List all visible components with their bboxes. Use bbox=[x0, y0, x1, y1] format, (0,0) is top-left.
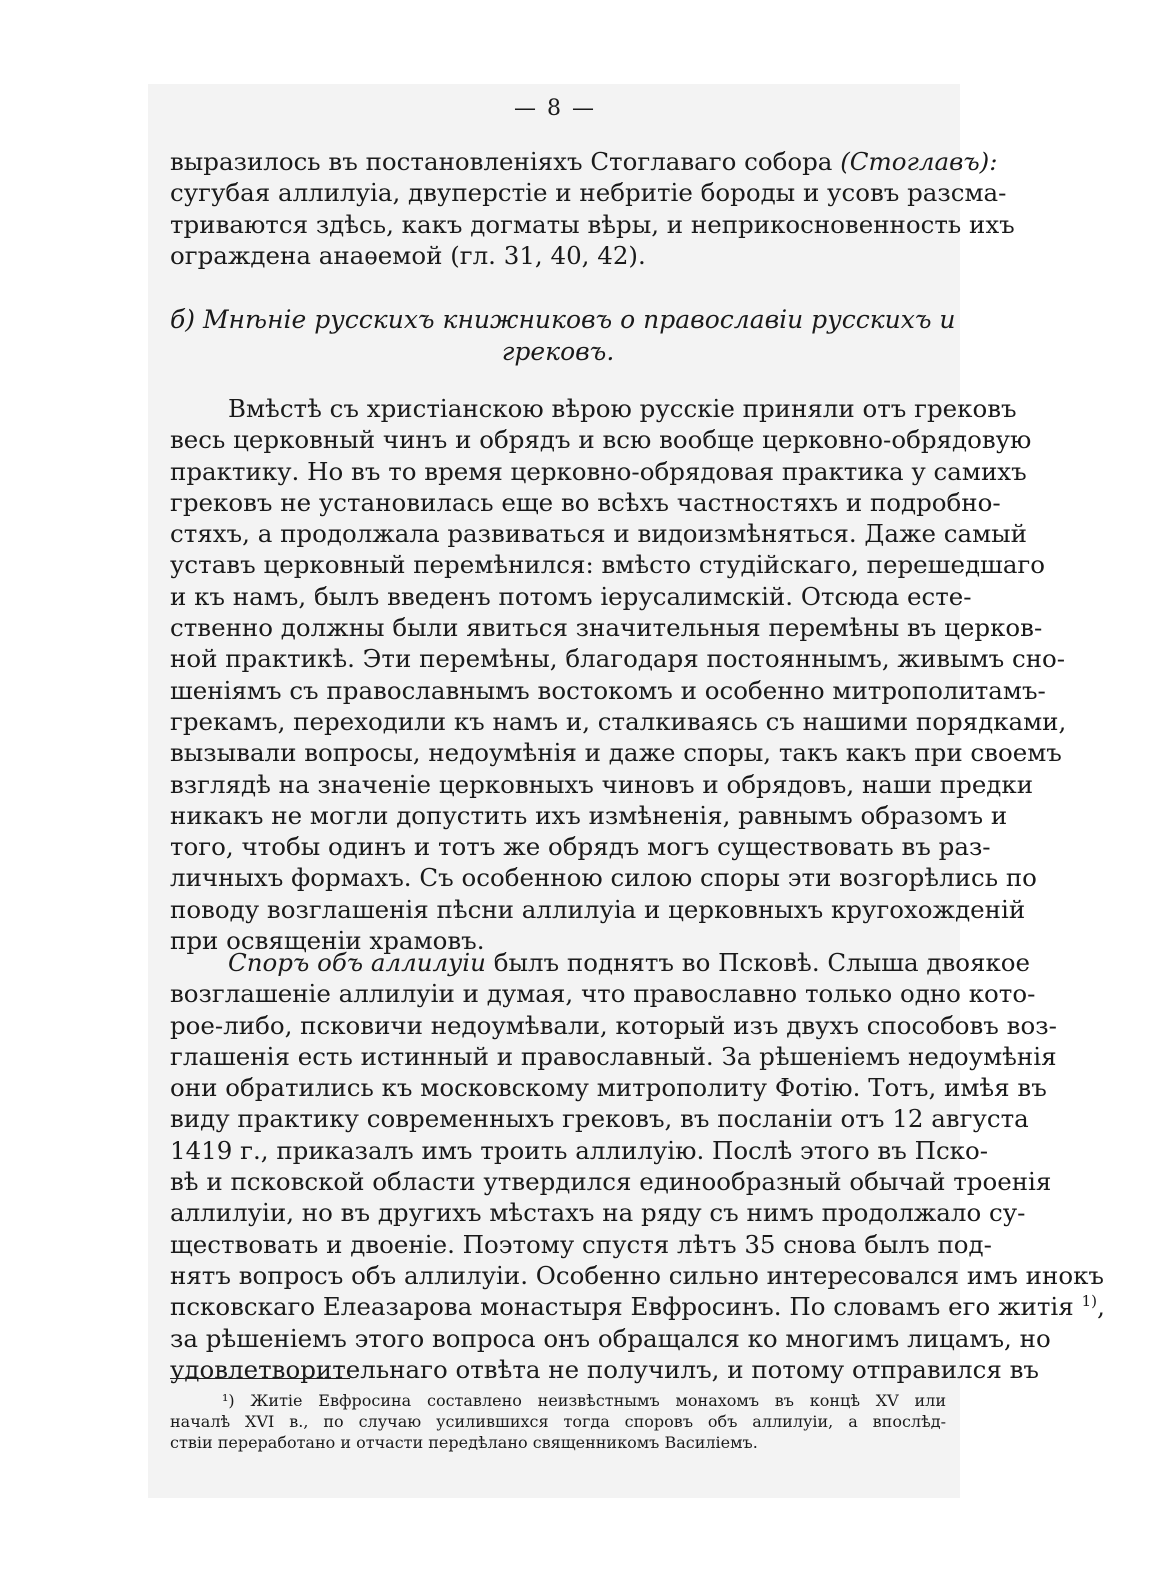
heading-line: грековъ. bbox=[501, 337, 615, 366]
intro-paragraph bbox=[170, 146, 1015, 271]
text-line bbox=[170, 1291, 1105, 1322]
text-line: возглашеніе аллилуіи и думая, что православно только одно кото- bbox=[170, 979, 1036, 1009]
text-line bbox=[170, 146, 998, 177]
text-line: грекамъ, переходили къ намъ и, сталкиваясь съ нашими порядками, bbox=[170, 706, 1067, 736]
text-line: аллилуіи, но въ другихъ мѣстахъ на ряду съ нимъ продолжало су- bbox=[170, 1198, 1026, 1228]
footnote-line: ¹) Житіе Евфросина составлено неизвѣстнымъ монахомъ въ концѣ XV или bbox=[222, 1391, 946, 1410]
text-line: поводу возглашенія пѣсни аллилуіа и церковныхъ кругохожденій bbox=[170, 894, 1026, 924]
text-line: рое-либо, псковичи недоумѣвали, который изъ двухъ способовъ воз- bbox=[170, 1010, 1057, 1040]
text-line: стяхъ, а продолжала развиваться и видоизмѣняться. Даже самый bbox=[170, 519, 1027, 549]
page-number: — 8 — bbox=[514, 96, 596, 121]
text-line: триваются здѣсь, какъ догматы вѣры, и неприкосновенность ихъ bbox=[170, 209, 1015, 239]
text-line: того, чтобы одинъ и тотъ же обрядъ могъ существовать въ раз- bbox=[170, 832, 991, 862]
footnote-line: началѣ XVI в., по случаю усилившихся тогда споровъ объ аллилуіи, а впослѣд- bbox=[170, 1412, 946, 1431]
text-line: уставъ церковный перемѣнился: вмѣсто студійскаго, перешедшаго bbox=[170, 550, 1046, 580]
section-heading bbox=[170, 304, 956, 368]
text-line: сугубая аллилуіа, двуперстіе и небритіе бороды и усовъ разсма- bbox=[170, 178, 1007, 208]
text-line: и къ намъ, былъ введенъ потомъ іерусалимскій. Отсюда есте- bbox=[170, 581, 972, 611]
text-line-part: выразилось въ постановленіяхъ Стоглаваго собора bbox=[170, 147, 841, 176]
text-line: Вмѣстѣ съ христіанскою вѣрою русскіе приняли отъ грековъ bbox=[228, 394, 1017, 423]
text-line: 1419 г., приказалъ имъ троить аллилуію. Послѣ этого въ Пско- bbox=[170, 1135, 989, 1165]
text-line bbox=[170, 947, 1031, 978]
text-line: личныхъ формахъ. Съ особенною силою споры эти возгорѣлись по bbox=[170, 863, 1037, 893]
paragraph-greek-practice bbox=[170, 393, 1067, 956]
text-line: вызывали вопросы, недоумѣнія и даже споры, такъ какъ при своемъ bbox=[170, 738, 1062, 768]
text-line: взглядѣ на значеніе церковныхъ чиновъ и обрядовъ, наши предки bbox=[170, 769, 1034, 799]
text-line: вѣ и псковской области утвердился единообразный обычай троенія bbox=[170, 1167, 1052, 1197]
footnote-block bbox=[170, 1390, 946, 1453]
text-line: практику. Но въ то время церковно-обрядовая практика у самихъ bbox=[170, 456, 1027, 486]
text-line: ной практикѣ. Эти перемѣны, благодаря постояннымъ, живымъ сно- bbox=[170, 644, 1066, 674]
footnote-marker[interactable]: 1) bbox=[1081, 1292, 1098, 1311]
text-line: ственно должны были явиться значительныя перемѣны въ церков- bbox=[170, 613, 1043, 643]
text-line: ществовать и двоеніе. Поэтому спустя лѣтъ 35 снова былъ под- bbox=[170, 1229, 992, 1259]
paragraph-alleluia-dispute bbox=[170, 947, 1105, 1385]
text-line: глашенія есть истинный и православный. За рѣшеніемъ недоумѣнія bbox=[170, 1041, 1057, 1071]
footnote-line: ствіи переработано и отчасти передѣлано священникомъ Василіемъ. bbox=[170, 1433, 758, 1452]
heading-line: б) Мнѣніе русскихъ книжниковъ о православіи русскихъ и bbox=[170, 305, 956, 334]
text-line: они обратились къ московскому митрополиту Фотію. Тотъ, имѣя въ bbox=[170, 1073, 1047, 1103]
stoglav-reference: (Стоглавъ): bbox=[840, 147, 998, 176]
text-line-part: былъ поднятъ во Псковѣ. Слыша двоякое bbox=[485, 948, 1031, 977]
text-line: ограждена анаѳемой (гл. 31, 40, 42). bbox=[170, 240, 646, 270]
text-line-part: , bbox=[1097, 1292, 1105, 1322]
footnote-divider bbox=[170, 1378, 350, 1379]
text-line: при освященіи храмовъ. bbox=[170, 926, 485, 956]
text-line-part: псковскаго Елеазарова монастыря Евфросинъ. По словамъ его житія bbox=[170, 1292, 1082, 1322]
text-line: никакъ не могли допустить ихъ измѣненія, равнымъ образомъ и bbox=[170, 800, 1008, 830]
text-line: за рѣшеніемъ этого вопроса онъ обращался ко многимъ лицамъ, но bbox=[170, 1323, 1051, 1353]
text-line: удовлетворительнаго отвѣта не получилъ, и потому отправился въ bbox=[170, 1354, 1039, 1384]
text-line: грековъ не установилась еще во всѣхъ частностяхъ и подробно- bbox=[170, 487, 1001, 517]
dispute-term: Споръ объ аллилуіи bbox=[228, 948, 486, 977]
text-line: шеніямъ съ православнымъ востокомъ и особенно митрополитамъ- bbox=[170, 675, 1046, 705]
text-line: виду практику современныхъ грековъ, въ посланіи отъ 12 августа bbox=[170, 1104, 1029, 1134]
text-line: весь церковный чинъ и обрядъ и всю вообще церковно-обрядовую bbox=[170, 425, 1032, 455]
text-line: нятъ вопросъ объ аллилуіи. Особенно сильно интересовался имъ инокъ bbox=[170, 1260, 1104, 1290]
